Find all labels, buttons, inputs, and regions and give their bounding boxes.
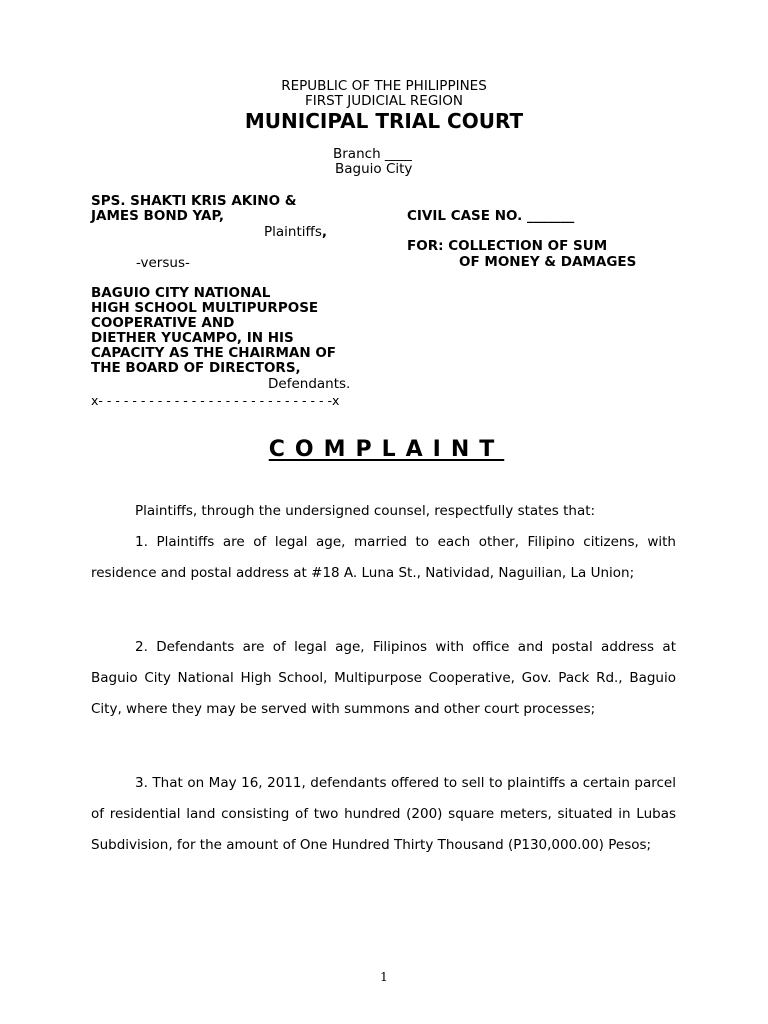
defendant-line-3: COOPERATIVE AND (91, 315, 235, 331)
page-number: 1 (380, 970, 388, 984)
defendant-line-2: HIGH SCHOOL MULTIPURPOSE (91, 300, 319, 316)
civil-case-number: CIVIL CASE NO. _______ (407, 208, 575, 224)
plaintiffs-comma: , (321, 224, 327, 240)
paragraph-1: 1. Plaintiffs are of legal age, married to each other, Filipino citizens, with residence and postal address at #18 A. Luna St., Natividad, Naguilian, La Union; (91, 534, 676, 581)
intro-paragraph: Plaintiffs, through the undersigned counsel, respectfully states that: (135, 503, 596, 519)
header-republic: REPUBLIC OF THE PHILIPPINES (281, 78, 487, 94)
caption-separator: x- - - - - - - - - - - - - - - - - - - - - - - - - - - -x (91, 393, 340, 408)
for-line-1: FOR: COLLECTION OF SUM (407, 238, 608, 254)
branch-text: Branch ____ (333, 146, 412, 162)
plaintiff-line-2: JAMES BOND YAP, (91, 208, 224, 224)
header-region: FIRST JUDICIAL REGION (304, 93, 463, 109)
plaintiff-line-1: SPS. SHAKTI KRIS AKINO & (91, 193, 297, 209)
for-line-2: OF MONEY & DAMAGES (459, 254, 637, 270)
defendant-line-5: CAPACITY AS THE CHAIRMAN OF (91, 345, 337, 361)
document-title: COMPLAINT (268, 437, 505, 462)
paragraph-3: 3. That on May 16, 2011, defendants offered to sell to plaintiffs a certain parcel of residential land consisting of two hundred (200) square meters, situated in Lubas Subdivision, for the amount of One Hundred Thirty Thousand (P130,000.00) Pesos; (91, 775, 676, 853)
plaintiffs-label (264, 225, 327, 241)
defendant-line-6: THE BOARD OF DIRECTORS, (91, 360, 301, 376)
header-city (0, 147, 768, 192)
paragraph-2: 2. Defendants are of legal age, Filipinos with office and postal address at Baguio City National High School, Multipurpose Cooperative, Gov. Pack Rd., Baguio City, where they may be served with summons and other court processes; (91, 639, 676, 717)
versus-label: -versus- (136, 255, 190, 271)
defendant-line-4: DIETHER YUCAMPO, IN HIS (91, 330, 294, 346)
court-name: MUNICIPAL TRIAL COURT (244, 109, 524, 133)
defendants-label: Defendants. (268, 376, 351, 392)
plaintiffs-label-text: Plaintiffs (264, 224, 322, 240)
defendant-line-1: BAGUIO CITY NATIONAL (91, 285, 271, 301)
city-text: Baguio City (335, 161, 413, 177)
